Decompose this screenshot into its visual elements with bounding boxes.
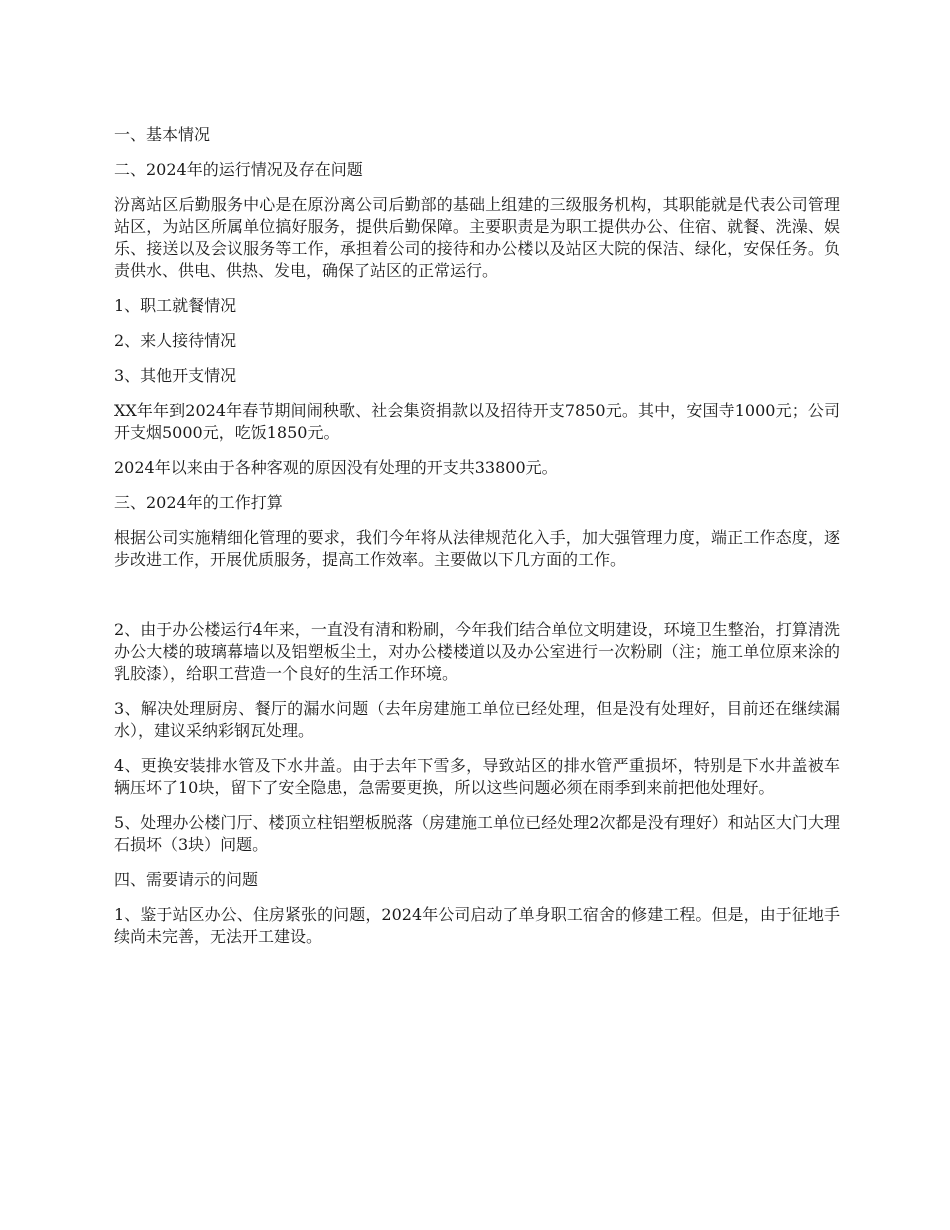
- request-item-dormitory: 1、鉴于站区办公、住房紧张的问题，2024年公司启动了单身职工宿舍的修建工程。但是，由于征地手续尚未完善，无法开工建设。: [114, 905, 840, 946]
- plan-item-drainage-replacement: 4、更换安装排水管及下水井盖。由于去年下雪多，导致站区的排水管严重损坏，特别是下水井盖被车辆压坏了10块，留下了安全隐患，急需要更换，所以这些问题必须在雨季到来前把他处理好。: [114, 756, 840, 797]
- plan-item-kitchen-leak: 3、解决处理厨房、餐厅的漏水问题（去年房建施工单位已经处理，但是没有处理好，目前还在继续漏水），建议采纳彩钢瓦处理。: [114, 699, 840, 740]
- item-visitor-reception: 2、来人接待情况: [114, 331, 237, 350]
- document-body: [114, 124, 840, 961]
- item-other-expenses: 3、其他开支情况: [114, 366, 237, 385]
- paragraph-management-requirements: 根据公司实施精细化管理的要求，我们今年将从法律规范化入手，加大强管理力度，端正工作态度，逐步改进工作，开展优质服务，提高工作效率。主要做以下几方面的工作。: [114, 528, 840, 569]
- paragraph-unprocessed-expenses: 2024年以来由于各种客观的原因没有处理的开支共33800元。: [114, 458, 558, 477]
- section-heading-basic-situation: 一、基本情况: [114, 125, 211, 144]
- plan-item-office-cleaning: 2、由于办公楼运行4年来，一直没有清和粉刷，今年我们结合单位文明建设，环境卫生整治，打算清洗办公大楼的玻璃幕墙以及铝塑板尘土，对办公楼楼道以及办公室进行一次粉刷（注；施工单位原来涂的乳胶漆），给职工营造一个良好的生活工作环境。: [114, 620, 840, 683]
- section-heading-work-plan: 三、2024年的工作打算: [114, 493, 283, 512]
- section-heading-requests: 四、需要请示的问题: [114, 870, 259, 889]
- paragraph-service-center-overview: 汾离站区后勤服务中心是在原汾离公司后勤部的基础上组建的三级服务机构，其职能就是代表公司管理站区，为站区所属单位搞好服务，提供后勤保障。主要职责是为职工提供办公、住宿、就餐、洗澡、娱乐、接送以及会议服务等工作，承担着公司的接待和办公楼以及站区大院的保洁、绿化，安保任务。负责供水、供电、供热、发电，确保了站区的正常运行。: [114, 195, 840, 280]
- section-heading-operations-and-issues: 二、2024年的运行情况及存在问题: [114, 160, 363, 179]
- paragraph-festival-expenses: XX年年到2024年春节期间闹秧歌、社会集资捐款以及招待开支7850元。其中，安国寺1000元；公司开支烟5000元，吃饭1850元。: [114, 401, 840, 442]
- plan-item-facade-repair: 5、处理办公楼门厅、楼顶立柱铝塑板脱落（房建施工单位已经处理2次都是没有理好）和站区大门大理石损坏（3块）问题。: [114, 813, 840, 854]
- blank-spacer: [114, 584, 840, 619]
- item-staff-dining: 1、职工就餐情况: [114, 296, 237, 315]
